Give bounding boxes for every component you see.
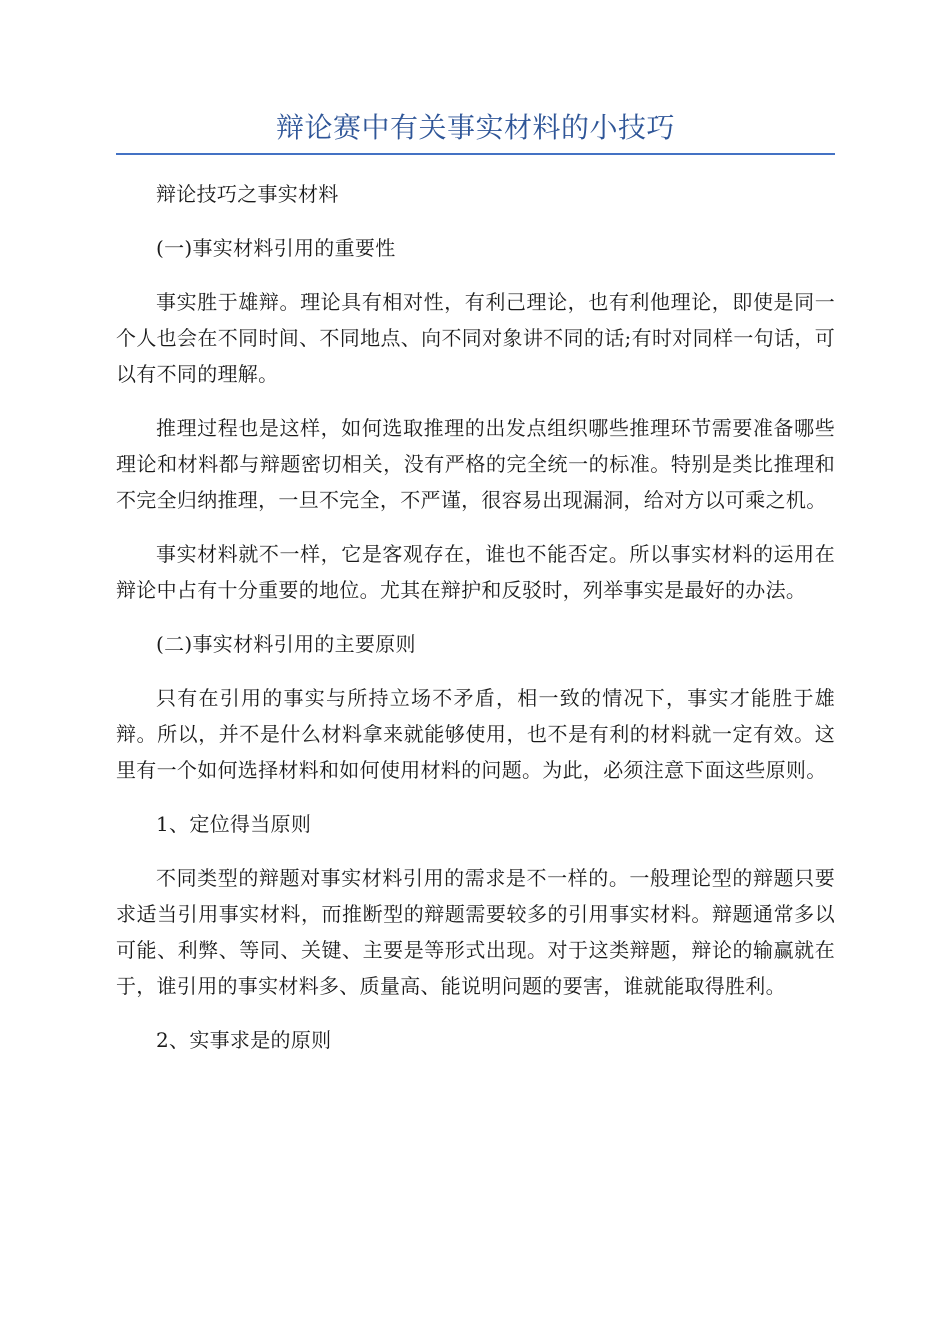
paragraph: 推理过程也是这样，如何选取推理的出发点组织哪些推理环节需要准备哪些理论和材料都与辩题密切相关，没有严格的完全统一的标准。特别是类比推理和不完全归纳推理，一旦不完全，不严谨，很容易出现漏洞，给对方以可乘之机。: [116, 416, 835, 512]
paragraph-intro-heading: 辩论技巧之事实材料: [156, 182, 339, 206]
subheading-2: 2、实事求是的原则: [156, 1028, 332, 1052]
paragraph: 事实材料就不一样，它是客观存在，谁也不能否定。所以事实材料的运用在辩论中占有十分重要的地位。尤其在辩护和反驳时，列举事实是最好的办法。: [116, 542, 835, 602]
paragraph: 不同类型的辩题对事实材料引用的需求是不一样的。一般理论型的辩题只要求适当引用事实材料，而推断型的辩题需要较多的引用事实材料。辩题通常多以可能、利弊、等同、关键、主要是等形式出现。对于这类辩题，辩论的输赢就在于，谁引用的事实材料多、质量高、能说明问题的要害，谁就能取得胜利。: [116, 866, 835, 998]
section-heading-1: (一)事实材料引用的重要性: [156, 236, 396, 260]
subheading-1: 1、定位得当原则: [156, 812, 312, 836]
document-title: 辩论赛中有关事实材料的小技巧: [275, 111, 675, 144]
paragraph: 只有在引用的事实与所持立场不矛盾，相一致的情况下，事实才能胜于雄辩。所以，并不是什么材料拿来就能够使用，也不是有利的材料就一定有效。这里有一个如何选择材料和如何使用材料的问题。为此，必须注意下面这些原则。: [116, 686, 835, 782]
section-heading-2: (二)事实材料引用的主要原则: [156, 632, 416, 656]
paragraph: 事实胜于雄辩。理论具有相对性，有利己理论，也有利他理论，即使是同一个人也会在不同时间、不同地点、向不同对象讲不同的话;有时对同样一句话，可以有不同的理解。: [116, 290, 835, 386]
title-underline: [116, 153, 835, 155]
document-body: [116, 176, 835, 1076]
